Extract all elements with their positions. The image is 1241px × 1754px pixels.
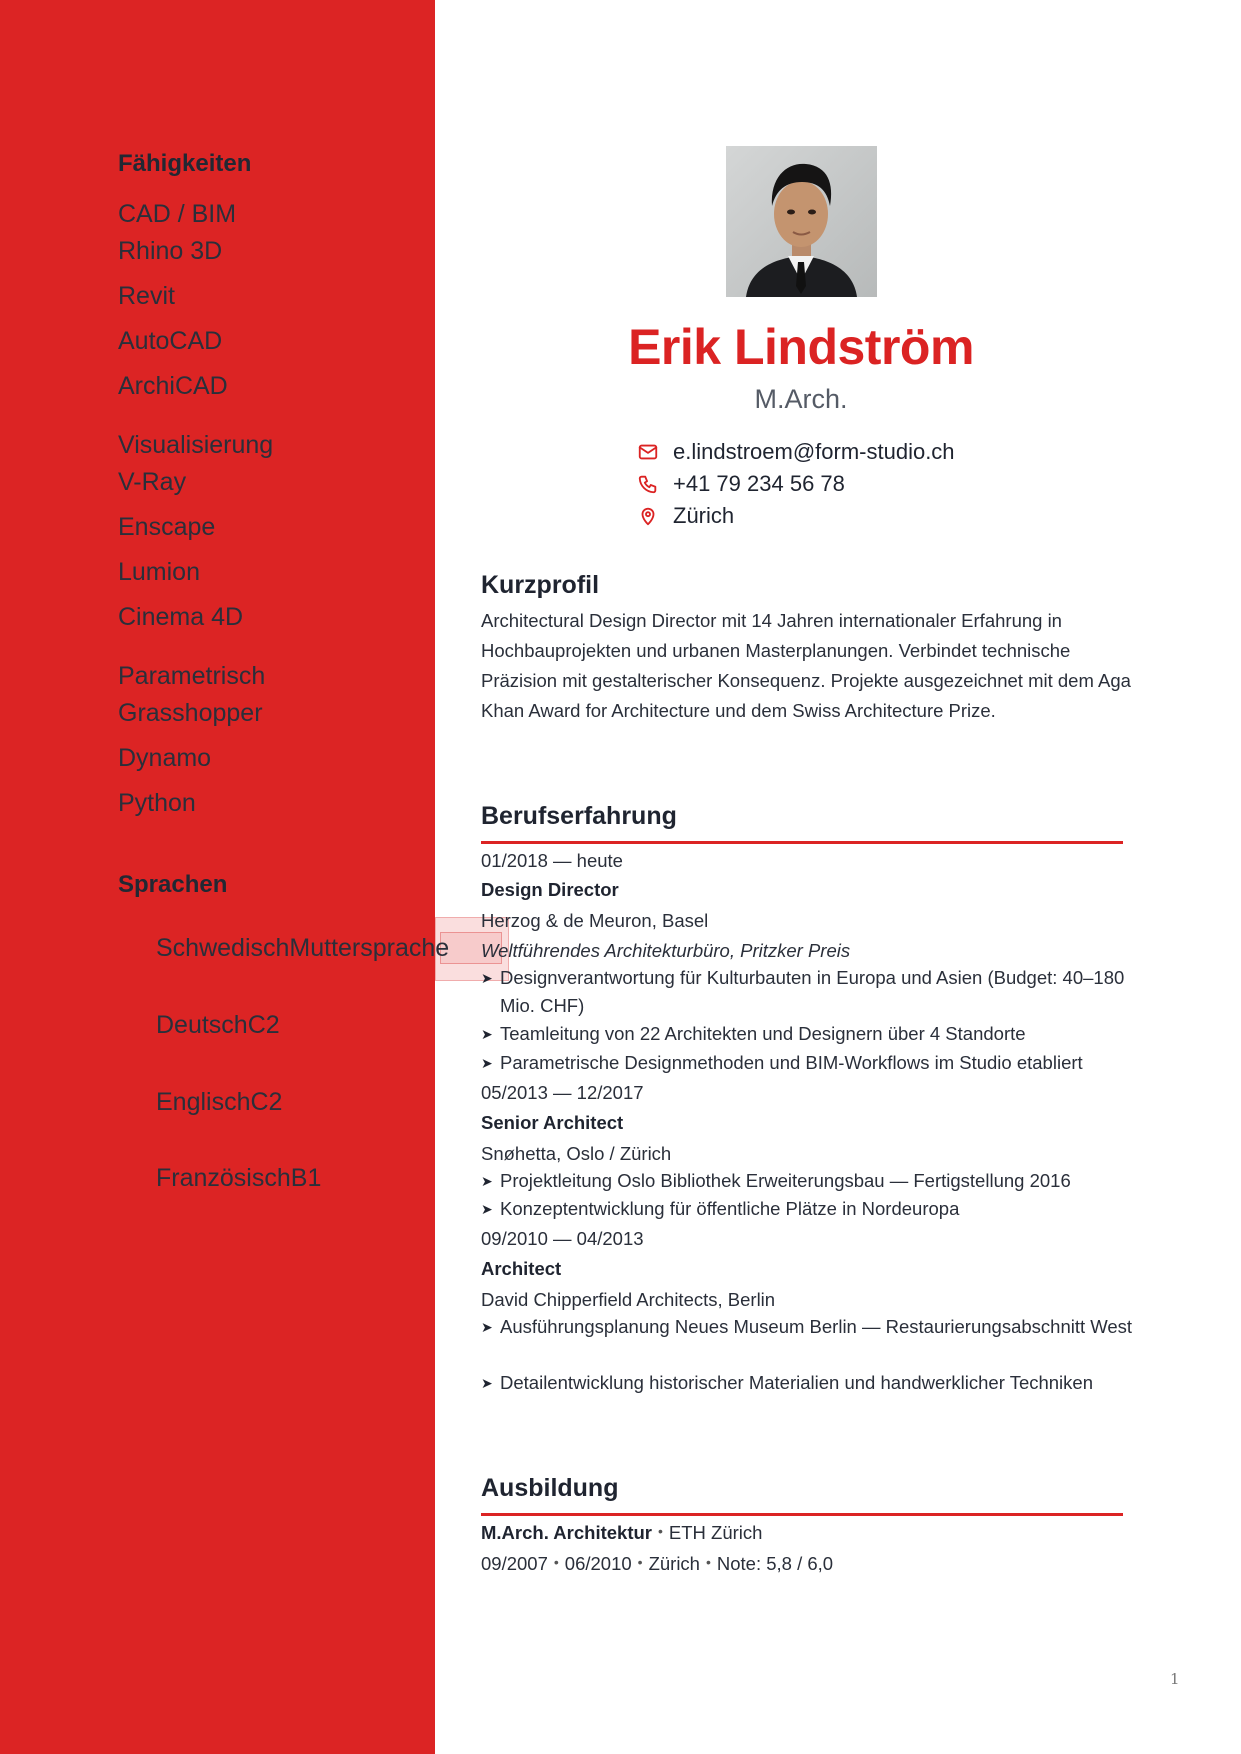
job-company: Snøhetta, xyxy=(481,1143,562,1164)
skill-item: Python xyxy=(118,789,196,817)
skills-heading: Fähigkeiten xyxy=(118,150,252,177)
job-place: Berlin xyxy=(727,1289,776,1310)
profile-text: Architectural Design Director mit 14 Jahren internationaler Erfahrung in Hochbauprojekten und urbanen Masterplanungen. Verbindet technische Präzision mit gestalterischer Konsequenz. Projekte ausgezeichnet mit dem Aga Khan Award for Architecture und dem Swiss Architecture Prize. xyxy=(481,610,1131,721)
job-bullet: ➤ Teamleitung von 22 Architekten und Designern über 4 Standorte xyxy=(481,1020,1141,1048)
language-name: Deutsch xyxy=(156,1011,248,1039)
job-bullet: ➤ Ausführungsplanung Neues Museum Berlin — Restaurierungsabschnitt West xyxy=(481,1313,1141,1341)
profile-heading: Kurzprofil xyxy=(481,571,600,599)
arrow-icon: ➤ xyxy=(481,970,493,986)
page-number: 1 xyxy=(1170,1670,1180,1688)
arrow-icon: ➤ xyxy=(481,1375,493,1391)
mail-icon xyxy=(637,441,659,463)
job-company: Herzog & de Meuron, xyxy=(481,910,657,931)
skill-item: AutoCAD xyxy=(118,327,223,355)
education-end: 06/2010 xyxy=(564,1553,632,1574)
education-degree-line: M.Arch. Architektur • ETH Zürich xyxy=(481,1522,763,1543)
email-text: e.lindstroem@form-studio.ch xyxy=(673,439,955,464)
language-item xyxy=(156,1164,321,1193)
job-bullet: ➤ Konzeptentwicklung für öffentliche Plätze in Nordeuropa xyxy=(481,1195,1141,1223)
section-divider xyxy=(481,1513,1123,1516)
contact-phone xyxy=(637,471,845,497)
job-role: Architect xyxy=(481,1258,562,1279)
job-company-line xyxy=(481,1143,671,1165)
job-role: Design Director xyxy=(481,879,619,900)
job-role: Senior Architect xyxy=(481,1112,624,1133)
job-dates: 01/2018 — heute xyxy=(481,850,623,871)
job-place: Basel xyxy=(661,910,709,931)
education-grade: Note: 5,8 / 6,0 xyxy=(716,1553,834,1574)
language-level: B1 xyxy=(290,1164,322,1192)
job-bullet: ➤ Designverantwortung für Kulturbauten in Europa und Asien (Budget: 40–180 Mio. CHF) xyxy=(481,964,1141,1020)
skill-item: V-Ray xyxy=(118,468,187,496)
job-dates: 05/2013 — 12/2017 xyxy=(481,1082,644,1103)
arrow-icon: ➤ xyxy=(481,1319,493,1335)
job-dates: 09/2010 — 04/2013 xyxy=(481,1228,644,1249)
languages-heading: Sprachen xyxy=(118,871,228,898)
skill-item: Cinema 4D xyxy=(118,603,244,631)
skill-group-title: CAD / BIM xyxy=(118,200,237,228)
job-place: Oslo / Zürich xyxy=(566,1143,672,1164)
job-bullet: ➤ Parametrische Designmethoden und BIM-Workflows im Studio etabliert xyxy=(481,1049,1141,1077)
contact-location xyxy=(637,503,734,529)
map-pin-icon xyxy=(637,505,659,527)
education-meta-line: 09/2007 • 06/2010 • Zürich • Note: 5,8 / 6,0 xyxy=(481,1553,834,1574)
language-level: C2 xyxy=(250,1088,283,1116)
arrow-icon: ➤ xyxy=(481,1201,493,1217)
language-item xyxy=(156,934,449,963)
skill-item: Enscape xyxy=(118,513,216,541)
location-text: Zürich xyxy=(673,503,735,528)
skill-item: Revit xyxy=(118,282,175,310)
job-bullet: ➤ Detailentwicklung historischer Materialien und handwerklicher Techniken xyxy=(481,1369,1141,1397)
profile-photo xyxy=(726,146,877,297)
person-name: Erik Lindström xyxy=(628,319,974,375)
job-company-line xyxy=(481,1289,775,1311)
person-title: M.Arch. xyxy=(754,384,848,414)
arrow-icon: ➤ xyxy=(481,1173,493,1189)
job-company: David Chipperfield Architects, xyxy=(481,1289,723,1310)
language-item xyxy=(156,1088,282,1117)
skill-item: Rhino 3D xyxy=(118,237,223,265)
skill-item: Dynamo xyxy=(118,744,212,772)
arrow-icon: ➤ xyxy=(481,1055,493,1071)
section-divider xyxy=(481,841,1123,844)
education-heading: Ausbildung xyxy=(481,1474,619,1502)
skill-item: Lumion xyxy=(118,558,200,586)
language-name: Englisch xyxy=(156,1088,251,1116)
language-level: Muttersprache xyxy=(289,934,450,962)
skill-item: Grasshopper xyxy=(118,699,263,727)
skill-group-title: Visualisierung xyxy=(118,431,274,459)
phone-text: +41 79 234 56 78 xyxy=(673,471,845,496)
language-item xyxy=(156,1011,280,1040)
education-city: Zürich xyxy=(648,1553,700,1574)
skill-group-title: Parametrisch xyxy=(118,662,266,690)
language-level: C2 xyxy=(247,1011,280,1039)
skill-item: ArchiCAD xyxy=(118,372,228,400)
phone-icon xyxy=(637,473,659,495)
job-description: Weltführendes Architekturbüro, Pritzker Preis xyxy=(481,940,851,961)
education-start: 09/2007 xyxy=(481,1553,548,1574)
job-bullet: ➤ Projektleitung Oslo Bibliothek Erweiterungsbau — Fertigstellung 2016 xyxy=(481,1167,1141,1195)
education-degree: M.Arch. Architektur xyxy=(481,1522,652,1543)
language-name: Französisch xyxy=(156,1164,291,1192)
experience-heading: Berufserfahrung xyxy=(481,802,677,830)
job-company-line xyxy=(481,910,708,932)
arrow-icon: ➤ xyxy=(481,1026,493,1042)
contact-email xyxy=(637,439,955,465)
language-name: Schwedisch xyxy=(156,934,290,962)
education-school: ETH Zürich xyxy=(668,1522,763,1543)
